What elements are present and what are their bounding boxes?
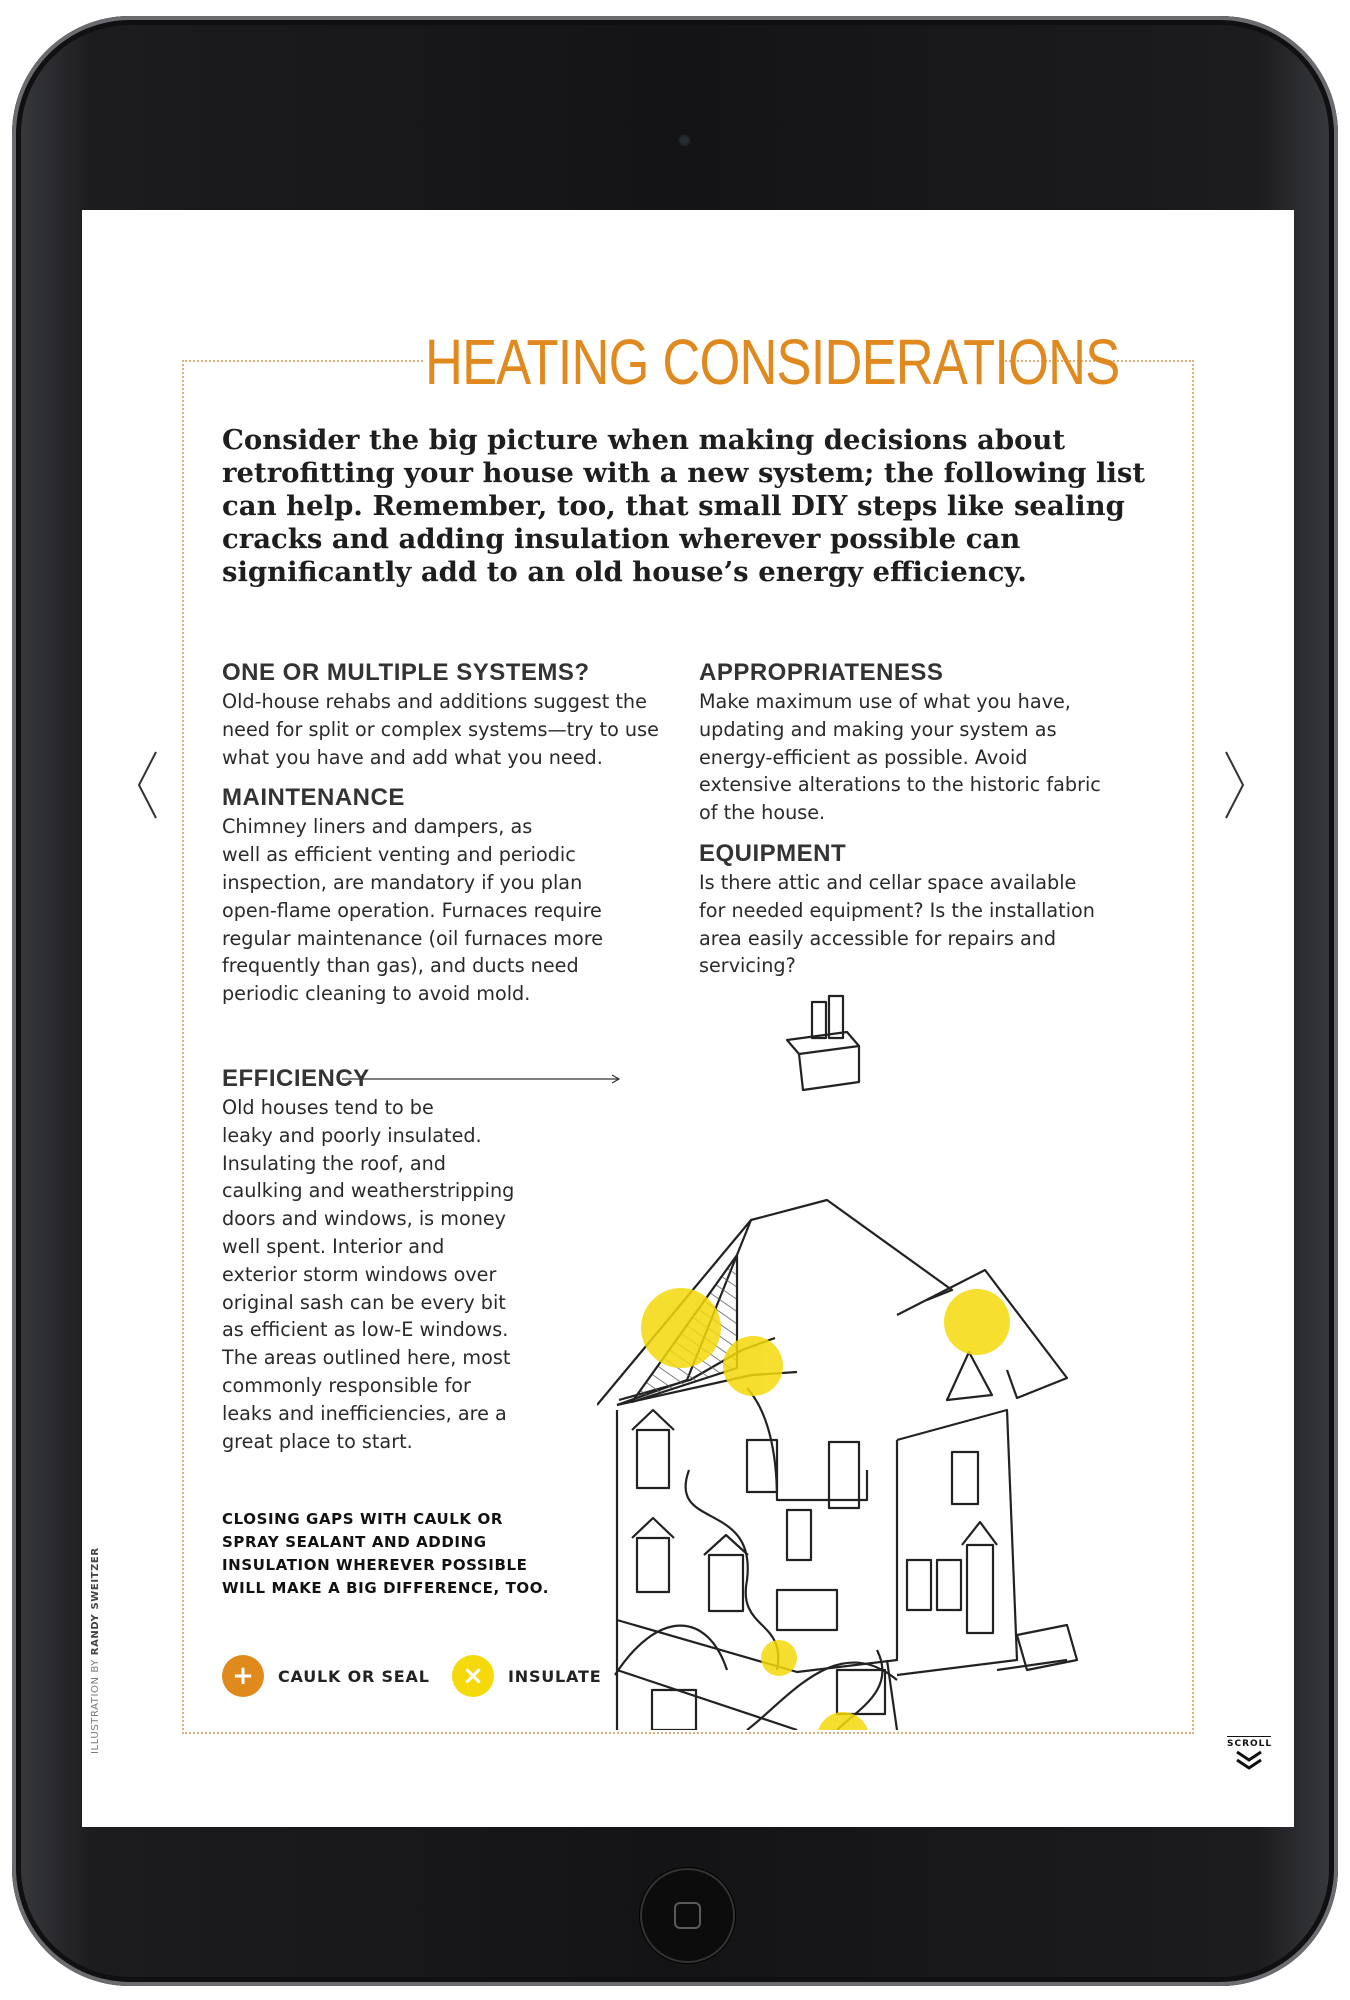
scroll-down-icon — [1234, 1749, 1264, 1771]
magazine-page — [82, 210, 1294, 1827]
pointer-arrow-icon — [342, 1072, 624, 1086]
left-column — [222, 658, 692, 1020]
scroll-label: SCROLL — [1227, 1736, 1271, 1749]
chevron-right-icon[interactable] — [1222, 750, 1246, 820]
section-title-systems: ONE OR MULTIPLE SYSTEMS? — [222, 659, 590, 686]
legend-label-insulate: INSULATE — [508, 1666, 602, 1686]
section-title-equipment: EQUIPMENT — [699, 839, 847, 867]
section-body-efficiency: Old houses tend to be leaky and poorly insulated. Insulating the roof, and caulking and weatherstripping doors and windows, is money well spent. Interior and exterior storm windows over original sash can be every bit as efficient as low-E windows. The areas outlined here, most commonly responsible for leaks and inefficiencies, are a great place to start. — [222, 1096, 515, 1453]
scroll-indicator[interactable] — [1227, 1736, 1271, 1775]
section-title-maintenance: MAINTENANCE — [222, 784, 405, 812]
credit-prefix: ILLUSTRATION BY — [90, 1655, 101, 1754]
house-illustration — [597, 970, 1217, 1730]
home-button[interactable] — [640, 1868, 735, 1963]
legend-caulk — [222, 1655, 430, 1697]
home-square-icon — [674, 1902, 701, 1929]
chevron-left-icon[interactable] — [136, 750, 160, 820]
camera-lens — [678, 134, 691, 147]
section-title-appropriateness: APPROPRIATENESS — [699, 659, 944, 686]
section-title-efficiency: EFFICIENCY — [222, 1065, 370, 1092]
legend-label-caulk: CAULK OR SEAL — [278, 1666, 430, 1686]
credit-name: RANDY SWEITZER — [90, 1547, 101, 1656]
page-title: HEATING CONSIDERATIONS — [425, 320, 999, 404]
efficiency-section — [222, 1064, 552, 1467]
illustration-credit — [90, 1494, 104, 1754]
section-body-equipment: Is there attic and cellar space available for needed equipment? Is the installation area easily accessible for repairs and servicing? — [699, 870, 1095, 978]
caulk-note: CLOSING GAPS WITH CAULK OR SPRAY SEALANT AND ADDING INSULATION WHEREVER POSSIBLE WILL MAKE A BIG DIFFERENCE, TOO. — [222, 1510, 550, 1597]
tablet-frame — [12, 16, 1338, 1986]
section-body-appropriateness: Make maximum use of what you have, updating and making your system as energy-efficient as possible. Avoid extensive alterations to the historic fabric of the house. — [699, 690, 1101, 825]
x-icon: × — [452, 1655, 494, 1697]
intro-paragraph: Consider the big picture when making decisions about retrofitting your house with a new system; the following list can help. Remember, too, that small DIY steps like sealing cracks and adding insulation wherever possible can significantly add to an old house’s energy efficiency. — [222, 424, 1146, 588]
section-body-maintenance: Chimney liners and dampers, as well as efficient venting and periodic inspection, are mandatory if you plan open-flame operation. Furnaces require regular maintenance (oil furnaces more frequently than gas), and ducts need periodic cleaning to avoid mold. — [222, 815, 604, 1006]
section-body-systems: Old-house rehabs and additions suggest the need for split or complex systems—try to use what you have and add what you need. — [222, 690, 659, 769]
right-column — [699, 658, 1169, 992]
legend-insulate — [452, 1655, 601, 1697]
plus-icon: + — [222, 1655, 264, 1697]
